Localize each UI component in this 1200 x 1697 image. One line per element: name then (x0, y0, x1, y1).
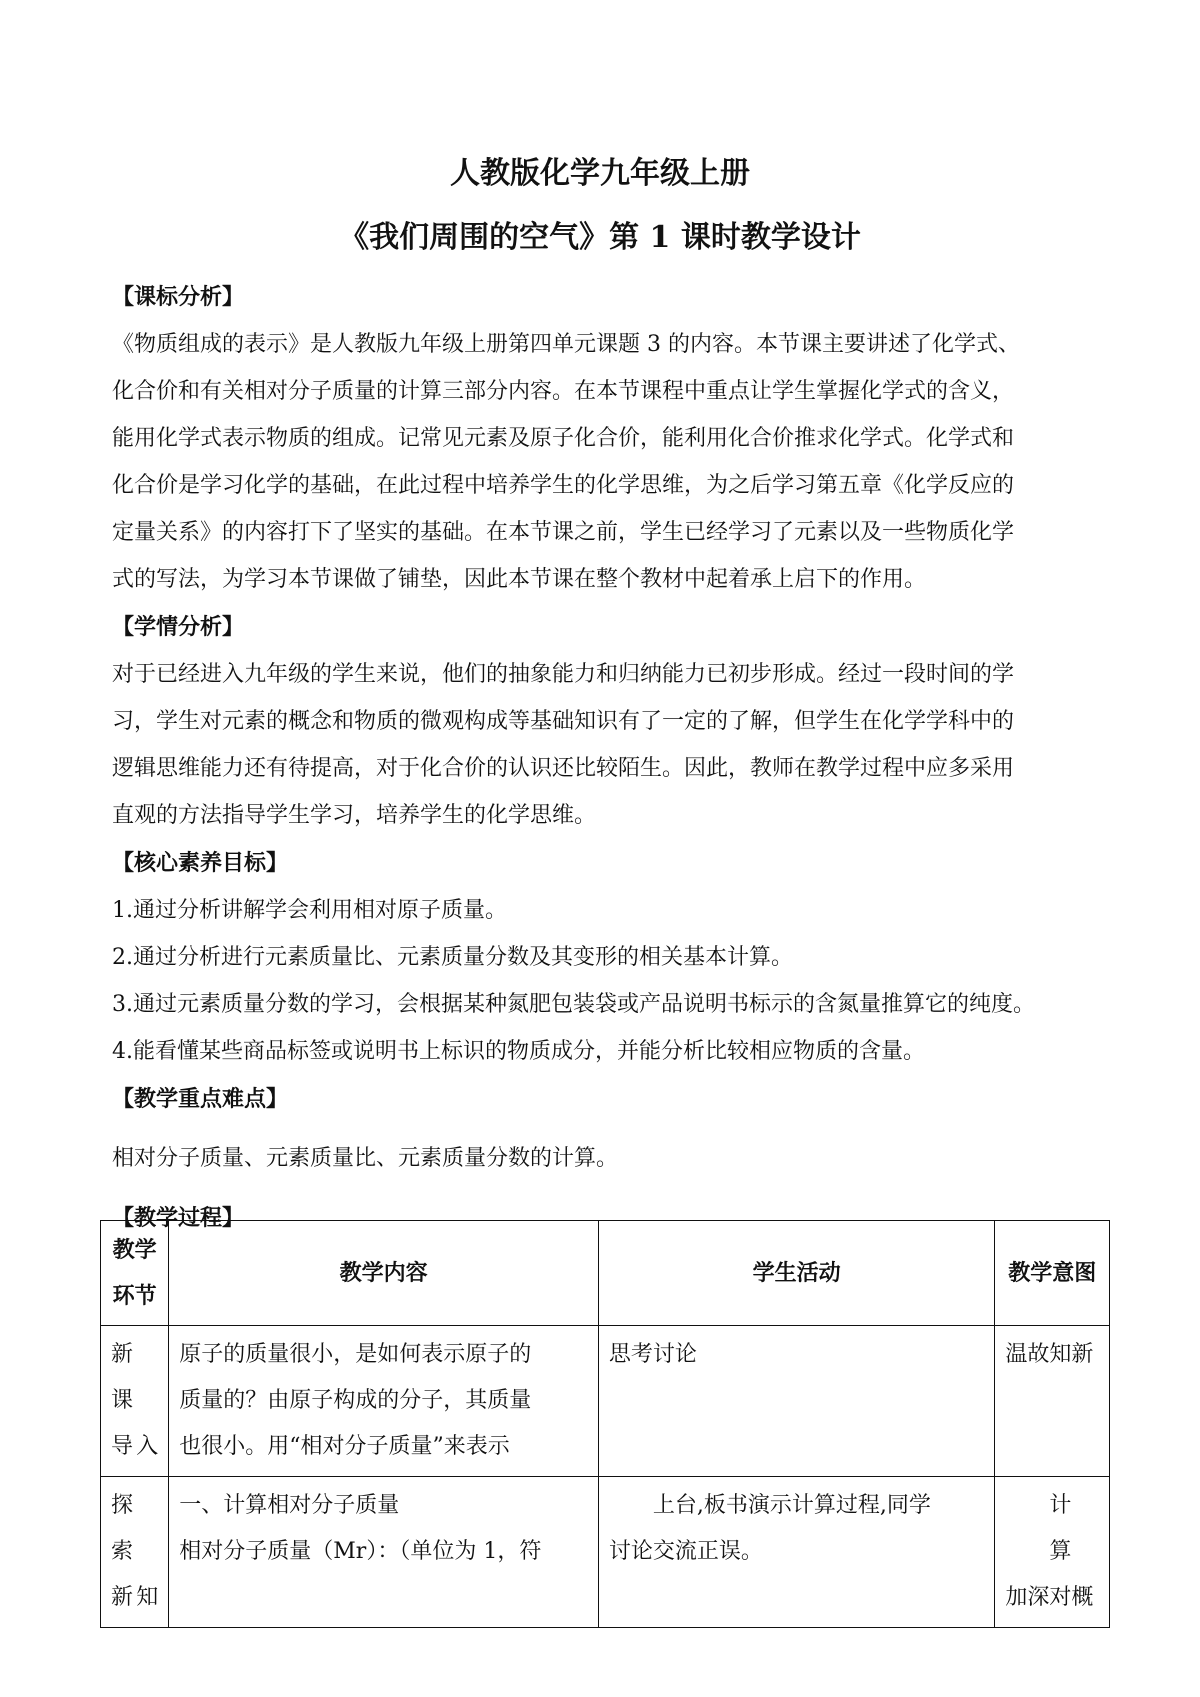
header-stage-line: 教学 (112, 1237, 157, 1263)
paragraph-line: 能用化学式表示物质的组成。记常见元素及原子化合价，能利用化合价推求化学式。化学式和 (112, 426, 1015, 451)
section-heading-key-points: 【教学重点难点】 (112, 1086, 289, 1112)
paragraph-line: 习，学生对元素的概念和物质的微观构成等基础知识有了一定的了解，但学生在化学学科中的 (112, 709, 1015, 734)
header-stage-line: 环节 (112, 1283, 157, 1309)
students-paragraph (112, 651, 1102, 839)
cell-stage (101, 1326, 169, 1477)
document-title: 人教版化学九年级上册 (450, 156, 750, 191)
cell-intent (995, 1326, 1110, 1477)
header-intent: 教学意图 (995, 1221, 1110, 1326)
table-row (101, 1326, 1110, 1477)
section-heading-curriculum: 【课标分析】 (112, 284, 245, 310)
teaching-process-table (100, 1220, 1110, 1628)
stage-line: 新 课 (111, 1342, 134, 1413)
content-line: 也很小。用“相对分子质量”来表示 (179, 1434, 510, 1459)
stage-line: 新知 (111, 1585, 159, 1610)
paragraph-line: 化合价和有关相对分子质量的计算三部分内容。在本节课程中重点让学生掌握化学式的含义， (112, 379, 1015, 404)
stage-line: 探 索 (111, 1493, 134, 1564)
activity-line: 上台,板书演示计算过程,同学 (652, 1493, 931, 1518)
cell-intent (995, 1477, 1110, 1628)
curriculum-paragraph (112, 321, 1102, 603)
table-header-row (101, 1221, 1110, 1326)
goal-item: 2.通过分析进行元素质量比、元素质量分数及其变形的相关基本计算。 (112, 945, 793, 970)
paragraph-line: 直观的方法指导学生学习，培养学生的化学思维。 (112, 803, 597, 828)
intent-line: 温故知新 (1005, 1342, 1094, 1367)
table-row (101, 1477, 1110, 1628)
paragraph-line: 化合价是学习化学的基础，在此过程中培养学生的化学思维，为之后学习第五章《化学反应的 (112, 473, 1015, 498)
content-line: 相对分子质量（Mr）：（单位为 1，符 (179, 1539, 542, 1564)
goal-item: 1.通过分析讲解学会利用相对原子质量。 (112, 898, 507, 923)
activity-line: 讨论交流正误。 (608, 1539, 763, 1564)
content-line: 一、计算相对分子质量 (179, 1493, 400, 1518)
cell-stage (101, 1477, 169, 1628)
section-heading-goals: 【核心素养目标】 (112, 850, 289, 876)
document-body (112, 273, 1102, 1242)
paragraph-line: 逻辑思维能力还有待提高，对于化合价的认识还比较陌生。因此，教师在教学过程中应多采用 (112, 756, 1015, 781)
content-line: 原子的质量很小，是如何表示原子的 (179, 1342, 532, 1367)
goal-item: 3.通过元素质量分数的学习，会根据某种氮肥包装袋或产品说明书标示的含氮量推算它的纯度。 (112, 992, 1035, 1017)
content-line: 质量的？由原子构成的分子，其质量 (179, 1388, 532, 1413)
key-points-text: 相对分子质量、元素质量比、元素质量分数的计算。 (112, 1146, 619, 1171)
paragraph-line: 式的写法，为学习本节课做了铺垫，因此本节课在整个教材中起着承上启下的作用。 (112, 567, 927, 592)
stage-line: 导入 (111, 1434, 159, 1459)
goal-item: 4.能看懂某些商品标签或说明书上标识的物质成分，并能分析比较相应物质的含量。 (112, 1039, 925, 1064)
paragraph-line: 对于已经进入九年级的学生来说，他们的抽象能力和归纳能力已初步形成。经过一段时间的学 (112, 662, 1015, 687)
cell-activity: 思考讨论 (598, 1326, 995, 1477)
cell-content (169, 1326, 599, 1477)
goals-list (112, 887, 1102, 1075)
header-activity: 学生活动 (598, 1221, 995, 1326)
cell-activity (598, 1477, 995, 1628)
document-subtitle: 《我们周围的空气》第 1 课时教学设计 (339, 220, 861, 255)
paragraph-line: 定量关系》的内容打下了坚实的基础。在本节课之前，学生已经学习了元素以及一些物质化学 (112, 520, 1015, 545)
header-content: 教学内容 (169, 1221, 599, 1326)
section-heading-process: 【教学过程】 (112, 1205, 245, 1231)
header-stage (101, 1221, 169, 1326)
intent-line: 计 算 (1049, 1493, 1072, 1564)
paragraph-line: 《物质组成的表示》是人教版九年级上册第四单元课题 3 的内容。本节课主要讲述了化学式、 (112, 332, 1020, 357)
cell-content (169, 1477, 599, 1628)
intent-line: 加深对概 (1005, 1585, 1094, 1610)
section-heading-students: 【学情分析】 (112, 614, 245, 640)
